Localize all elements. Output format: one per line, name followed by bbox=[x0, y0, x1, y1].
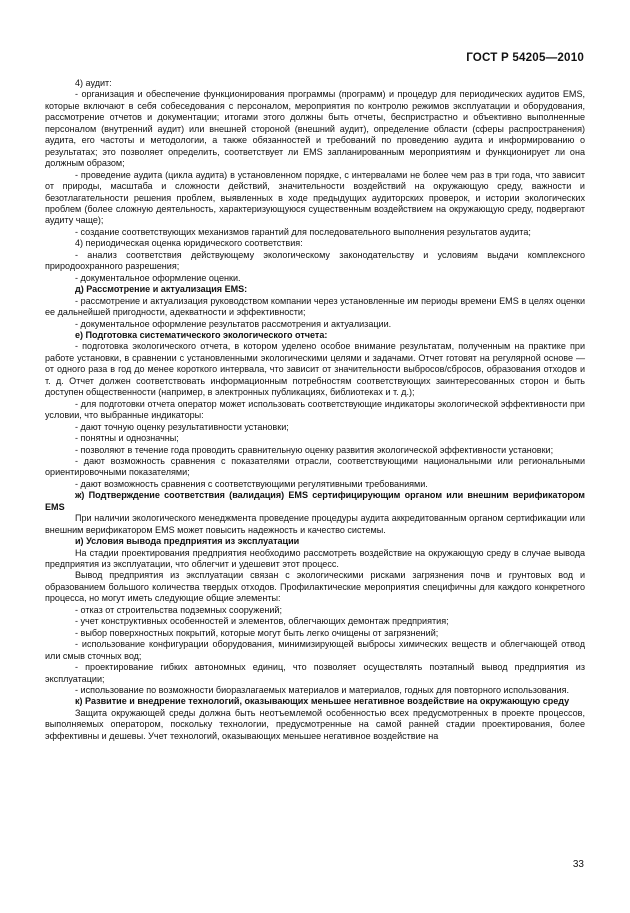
page-number: 33 bbox=[572, 859, 584, 870]
paragraph: - анализ соответствия действующему экологическому законодательству и условиям выдачи комплексного природоохранного разрешения; bbox=[45, 249, 585, 272]
document-code-header: ГОСТ Р 54205—2010 bbox=[466, 51, 584, 64]
paragraph: - документальное оформление оценки. bbox=[75, 272, 241, 283]
paragraph: - для подготовки отчета оператор может использовать соответствующие индикаторы экологической эффективности при условии, что выбранные индикаторы: bbox=[45, 398, 585, 421]
paragraph: - учет конструктивных особенностей и элементов, облегчающих демонтаж предприятия; bbox=[75, 616, 449, 627]
paragraph: - позволяют в течение года проводить сравнительную оценку развития экологической эффективности установки; bbox=[75, 444, 554, 455]
paragraph: - проведение аудита (цикла аудита) в установленном порядке, с интервалами не более чем раз в три года, что зависит от природы, масштаба и сложности действий, значительности воздействий на окружающую среду, важности и безотлагательности решения проблем, выявленных в ходе предыдущих аудиторских проверок, и истории экологических проблем (более сложную деятельность, характеризующуюся существенным воздействием на окружающую среду, подвергают аудиту чаще); bbox=[45, 169, 585, 226]
paragraph: При наличии экологического менеджмента проведение процедуры аудита аккредитованным органом сертификации или внешним верификатором EMS может повысить надежность и качество системы. bbox=[45, 513, 585, 535]
paragraph: - рассмотрение и актуализация руководством компании через установленные им периоды времени EMS в целях оценки ее дальнейшей пригодности, адекватности и эффективности; bbox=[45, 295, 585, 318]
paragraph: - выбор поверхностных покрытий, которые могут быть легко очищены от загрязнений; bbox=[75, 627, 439, 638]
paragraph: - дают возможность сравнения с показателями отрасли, соответствующими национальными или региональными ориентировочными показателями; bbox=[45, 455, 585, 478]
section-heading: к) Развитие и внедрение технологий, оказывающих меньшее негативное воздействие на окружающую среду bbox=[75, 696, 570, 707]
section-heading: ж) Подтверждение соответствия (валидация) EMS сертифицирующим органом или внешним верификатором EMS bbox=[45, 490, 585, 512]
paragraph: - создание соответствующих механизмов гарантий для последовательного выполнения результатов аудита; bbox=[75, 226, 531, 237]
paragraph: - отказ от строительства подземных сооружений; bbox=[75, 604, 282, 615]
paragraph: - использование по возможности биоразлагаемых материалов и материалов, годных для повторного использования. bbox=[75, 685, 570, 696]
paragraph: 4) аудит: bbox=[75, 78, 112, 88]
paragraph: На стадии проектирования предприятия необходимо рассмотреть воздействие на окружающую среду в случае вывода предприятия из эксплуатации, что облегчит и удешевит этот процесс. bbox=[45, 547, 585, 570]
paragraph: - дают точную оценку результативности установки; bbox=[75, 421, 289, 432]
paragraph: - проектирование гибких автономных единиц, что позволяет осуществлять поэтапный вывод предприятия из эксплуатации; bbox=[45, 662, 585, 684]
paragraph: - документальное оформление результатов рассмотрения и актуализации. bbox=[75, 318, 392, 329]
paragraph: - использование конфигурации оборудования, минимизирующей выбросы химических веществ и облегчающей отвод или смыв сточных вод; bbox=[45, 639, 585, 661]
section-heading: д) Рассмотрение и актуализация EMS: bbox=[75, 284, 248, 295]
paragraph: - подготовка экологического отчета, в котором уделено особое внимание результатам, полученным на практике при работе установки, в сравнении с установленными экологическими целями и задачами. Отчет готовят на регулярной основе — от одного раза в год до менее короткого интервала, что зависит от значительности выбросов/сбросов, образования отходов и т. д. Отчет должен соответствовать информационным потребностям соответствующих заинтересованных сторон и быть доступен общественности (например, в электронных публикациях, библиотеках и т. д.); bbox=[45, 341, 585, 398]
paragraph: 4) периодическая оценка юридического соответствия: bbox=[75, 238, 303, 249]
document-body bbox=[45, 78, 585, 742]
paragraph: - понятны и однозначны; bbox=[75, 433, 179, 444]
paragraph: - организация и обеспечение функционирования программы (программ) и процедур для периодических аудитов EMS, которые включают в себя собеседования с персоналом, мероприятия по контролю режимов эксплуатации и оборудования, рассмотрение отчетов и документации; итогами этого должны быть отчеты, беспристрастно и объективно выполненные персоналом (внутренний аудит) или внешней стороной (внешний аудит), определение области (сферы распространения) аудита, его частоты и методологии, а также обязанностей и требований по проведению аудита и информированию о результатах; это позволяет определить, соответствует ли EMS запланированным мероприятиям и функционирует ли она должным образом; bbox=[45, 89, 585, 169]
section-heading: и) Условия вывода предприятия из эксплуатации bbox=[75, 536, 300, 547]
paragraph: Защита окружающей среды должна быть неотъемлемой особенностью всех предусмотренных в проекте процессов, выполняемых оператором, поскольку технологии, предусмотренные на самой ранней стадии проектирования, более эффективны и дешевы. Учет технологий, оказывающих меньшее негативное воздействие на bbox=[45, 707, 585, 741]
section-heading: е) Подготовка систематического экологического отчета: bbox=[75, 329, 328, 340]
paragraph: Вывод предприятия из эксплуатации связан с экологическими рисками загрязнения почв и грунтовых вод и образованием большого количества твердых отходов. Профилактические мероприятия специфичны для каждого конкретного процесса, но могут иметь следующие общие элементы: bbox=[45, 570, 585, 604]
paragraph: - дают возможность сравнения с соответствующими регулятивными требованиями. bbox=[75, 478, 428, 489]
